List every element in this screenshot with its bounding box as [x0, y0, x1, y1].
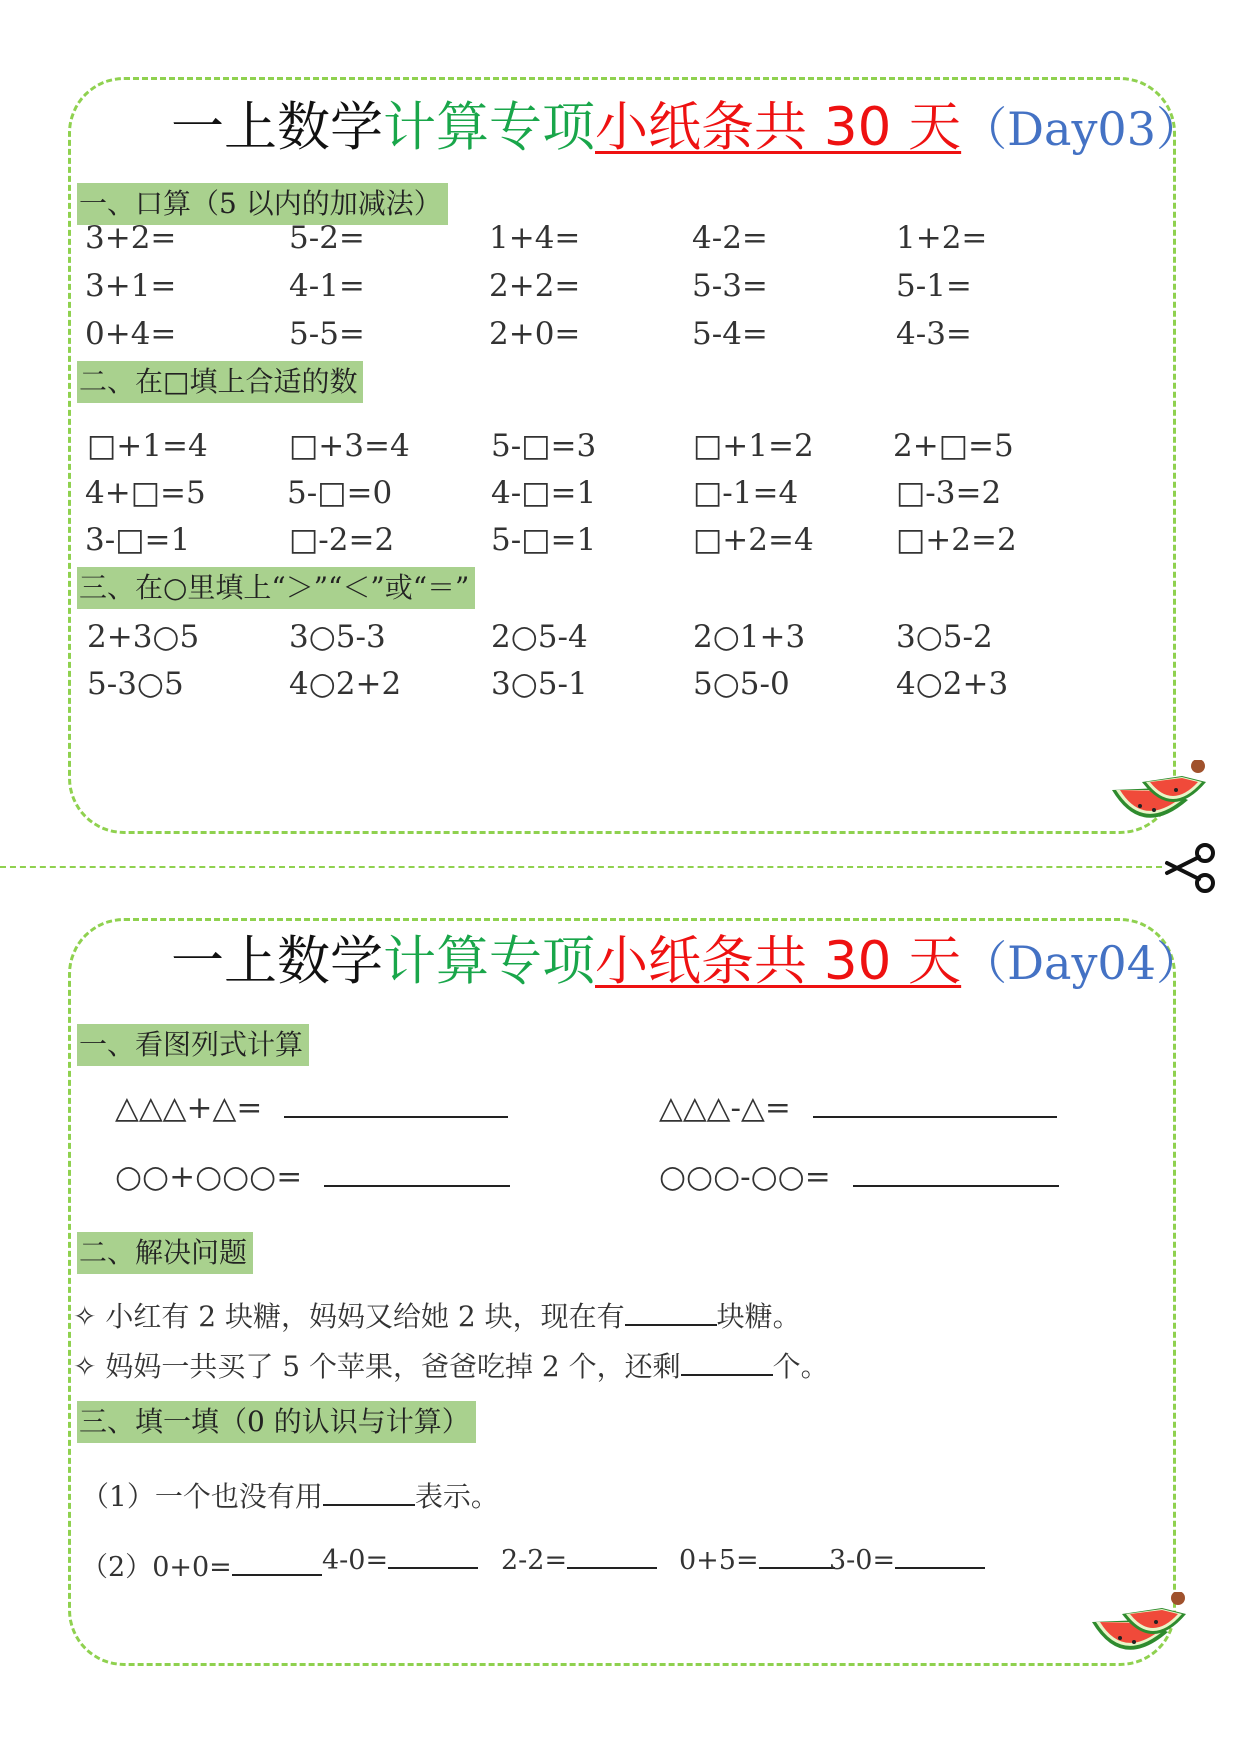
picture-expression: ○○+○○○= [115, 1159, 303, 1195]
problem: 5-2= [289, 220, 365, 256]
answer-line[interactable] [324, 1185, 510, 1187]
watermelon-icon [1102, 760, 1208, 842]
problem-label: （2） [81, 1552, 153, 1583]
problem: □-1=4 [693, 475, 799, 511]
section-heading-word-problems: 二、解决问题 [77, 1232, 253, 1274]
problem: 3+1= [85, 268, 177, 304]
answer-line[interactable] [388, 1567, 478, 1569]
section-heading-zero: 三、填一填（0 的认识与计算） [77, 1401, 476, 1443]
answer-line[interactable] [323, 1504, 415, 1506]
answer-line[interactable] [813, 1116, 1057, 1118]
problem: □-3=2 [896, 475, 1002, 511]
picture-problem [115, 1155, 510, 1199]
problem: 0+4= [85, 316, 177, 352]
worksheet-card-day03 [68, 77, 1202, 834]
title-part-day: （Day04） [961, 936, 1202, 990]
problem-text: 个。 [772, 1350, 829, 1383]
picture-expression: △△△-△= [659, 1090, 791, 1126]
problem: 2○1+3 [693, 619, 806, 655]
problem: □+3=4 [289, 428, 410, 464]
section-heading-picture-calc: 一、看图列式计算 [77, 1024, 309, 1066]
title-part-grade: 一上数学 [171, 97, 383, 158]
problem: 4-0= [322, 1545, 389, 1576]
problem: 4-2= [692, 220, 768, 256]
picture-problem [659, 1086, 1057, 1130]
problem: 1+4= [489, 220, 581, 256]
fill-problem [679, 1545, 835, 1576]
problem: □+1=4 [87, 428, 208, 464]
answer-line[interactable] [895, 1567, 985, 1569]
title-part-topic: 计算专项 [383, 97, 595, 158]
answer-line[interactable] [759, 1567, 835, 1569]
title-part-topic: 计算专项 [383, 931, 595, 992]
fill-problem [501, 1545, 657, 1576]
section-heading-fill-box: 二、在□填上合适的数 [77, 361, 363, 403]
problem: 3+2= [85, 220, 177, 256]
problem: 1+2= [896, 220, 988, 256]
problem: 5-3= [692, 268, 768, 304]
answer-line[interactable] [853, 1185, 1059, 1187]
bullet-icon: ✧ [73, 1350, 97, 1383]
answer-line[interactable] [681, 1374, 773, 1376]
problem: 5-□=3 [491, 428, 597, 464]
problem: 0+0= [152, 1552, 232, 1583]
title-part-day: （Day03） [961, 102, 1202, 156]
problem: 5-4= [692, 316, 768, 352]
problem: □+1=2 [693, 428, 814, 464]
title-part-grade: 一上数学 [171, 931, 383, 992]
problem: 5-3○5 [87, 666, 184, 702]
worksheet-card-day04 [68, 918, 1202, 1666]
word-problem [73, 1295, 801, 1335]
problem: 5-5= [289, 316, 365, 352]
problem: 4-□=1 [491, 475, 597, 511]
problem: 0+5= [679, 1545, 759, 1576]
fill-problem [81, 1545, 322, 1584]
answer-line[interactable] [232, 1574, 322, 1576]
answer-line[interactable] [284, 1116, 508, 1118]
problem: □+2=4 [693, 522, 814, 558]
problem-text: 小红有 2 块糖，妈妈又给她 2 块，现在有 [105, 1300, 625, 1333]
problem: 3○5-2 [896, 619, 993, 655]
problem: 3○5-1 [491, 666, 588, 702]
cut-line [0, 866, 1162, 868]
problem: 3○5-3 [289, 619, 386, 655]
watermelon-icon [1082, 1592, 1188, 1674]
picture-problem [115, 1086, 508, 1130]
word-problem [73, 1345, 829, 1385]
fill-problem [829, 1545, 985, 1576]
picture-expression: △△△+△= [115, 1090, 263, 1126]
scissors-icon [1163, 843, 1217, 893]
problem: 2+0= [489, 316, 581, 352]
problem: 2+□=5 [893, 428, 1014, 464]
answer-line[interactable] [567, 1567, 657, 1569]
problem: 5-1= [896, 268, 972, 304]
problem: □+2=2 [896, 522, 1017, 558]
problem-text: 块糖。 [716, 1300, 801, 1333]
picture-expression: ○○○-○○= [659, 1159, 831, 1195]
problem: 3-□=1 [85, 522, 191, 558]
problem: 4-3= [896, 316, 972, 352]
problem-text: 表示。 [414, 1480, 499, 1513]
problem: 5-□=0 [287, 475, 393, 511]
problem: 2-2= [501, 1545, 568, 1576]
fill-problem [81, 1475, 499, 1515]
fill-problem [322, 1545, 478, 1576]
picture-problem [659, 1155, 1059, 1199]
section-heading-oral-calc: 一、口算（5 以内的加减法） [77, 183, 448, 225]
problem: 2+3○5 [87, 619, 200, 655]
problem: 3-0= [829, 1545, 896, 1576]
answer-line[interactable] [625, 1324, 717, 1326]
section-heading-compare: 三、在○里填上“＞”“＜”或“＝” [77, 567, 475, 609]
card-title [171, 912, 1202, 1013]
problem: 5○5-0 [693, 666, 790, 702]
problem: 4○2+2 [289, 666, 402, 702]
problem-text: 妈妈一共买了 5 个苹果，爸爸吃掉 2 个，还剩 [105, 1350, 681, 1383]
problem: 2+2= [489, 268, 581, 304]
bullet-icon: ✧ [73, 1300, 97, 1333]
problem: 2○5-4 [491, 619, 588, 655]
problem: 5-□=1 [491, 522, 597, 558]
problem-text: （1）一个也没有用 [81, 1480, 323, 1513]
problem: 4+□=5 [85, 475, 206, 511]
title-part-series: 小纸条共 30 天 [595, 931, 962, 992]
problem: □-2=2 [289, 522, 395, 558]
problem: 4-1= [289, 268, 365, 304]
title-part-series: 小纸条共 30 天 [595, 97, 962, 158]
problem: 4○2+3 [896, 666, 1009, 702]
card-title [171, 78, 1202, 179]
